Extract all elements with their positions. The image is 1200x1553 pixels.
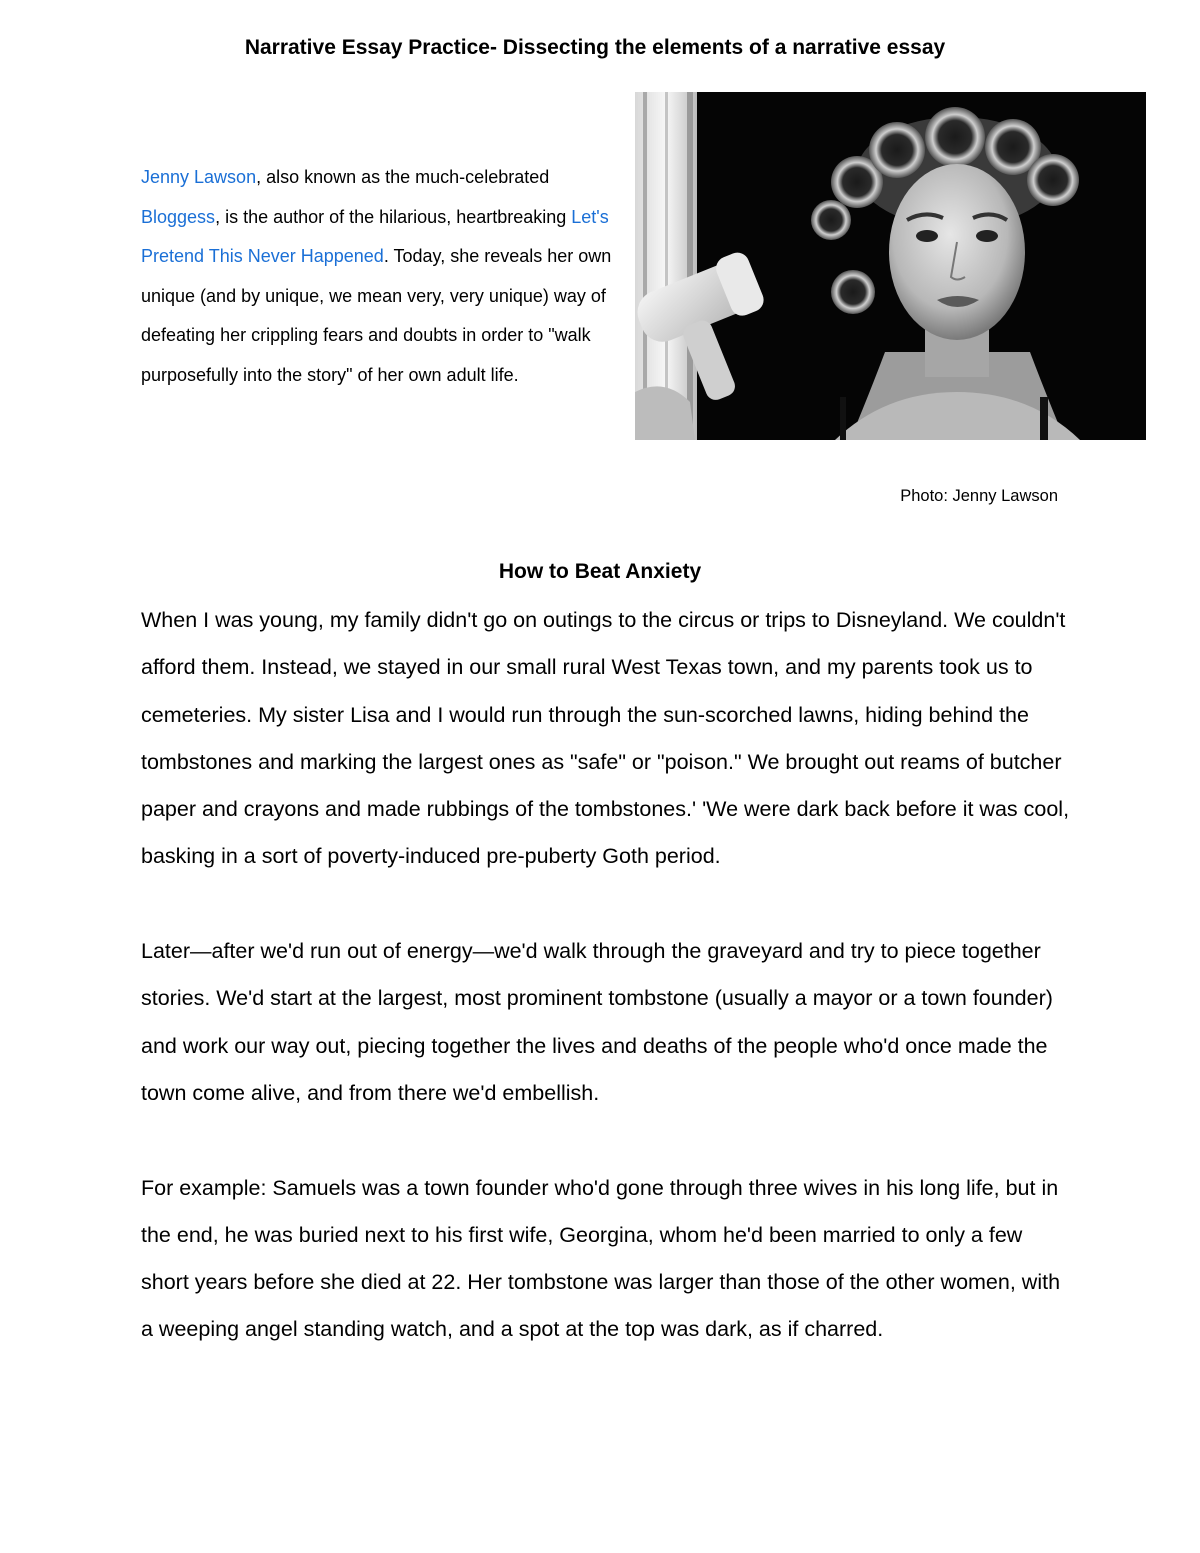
intro-text-1: , also known as the much-celebrated xyxy=(256,167,550,187)
intro-text-2: , is the author of the hilarious, heartbreaking xyxy=(215,206,572,227)
book-link[interactable]: Let's Pretend This Never Happened xyxy=(141,206,609,266)
bloggess-link[interactable]: Bloggess xyxy=(141,206,216,227)
essay-body xyxy=(141,597,1076,1401)
essay-title: How to Beat Anxiety xyxy=(498,560,702,583)
author-link[interactable]: Jenny Lawson xyxy=(141,167,257,187)
author-photo-illustration xyxy=(635,92,1146,440)
photo-caption: Photo: Jenny Lawson xyxy=(900,487,1058,505)
essay-paragraph: For example: Samuels was a town founder who'd gone through three wives in his long life, but in the end, he was buried next to his first wife, Georgina, whom he'd been married to only a few short years before she died at 22. Her tombstone was larger than those of the other women, with a weeping angel standing watch, and a spot at the top was dark, as if charred. xyxy=(141,1175,1061,1342)
intro-text-3: . Today, she reveals her own unique (and by unique, we mean very, very unique) way of defeating her crippling fears and doubts in order to "walk purposefully into the story" of her own adult life. xyxy=(141,246,612,385)
author-photo xyxy=(635,92,1146,440)
intro-paragraph xyxy=(141,158,621,395)
essay-paragraph: Later—after we'd run out of energy—we'd walk through the graveyard and try to piece together stories. We'd start at the largest, most prominent tombstone (usually a mayor or a town founder) and work our way out, piecing together the lives and deaths of the people who'd once made the town come alive, and from there we'd embellish. xyxy=(141,939,1053,1105)
document-title: Narrative Essay Practice- Dissecting the elements of a narrative essay xyxy=(244,36,946,59)
essay-paragraph: When I was young, my family didn't go on outings to the circus or trips to Disneyland. We couldn't afford them. Instead, we stayed in our small rural West Texas town, and my parents took us to cemeteries. My sister Lisa and I would run through the sun-scorched lawns, hiding behind the tombstones and marking the largest ones as "safe" or "poison." We brought out reams of butcher paper and crayons and made rubbings of the tombstones.' 'We were dark back before it was cool, basking in a sort of poverty-induced pre-puberty Goth period. xyxy=(141,608,1070,869)
